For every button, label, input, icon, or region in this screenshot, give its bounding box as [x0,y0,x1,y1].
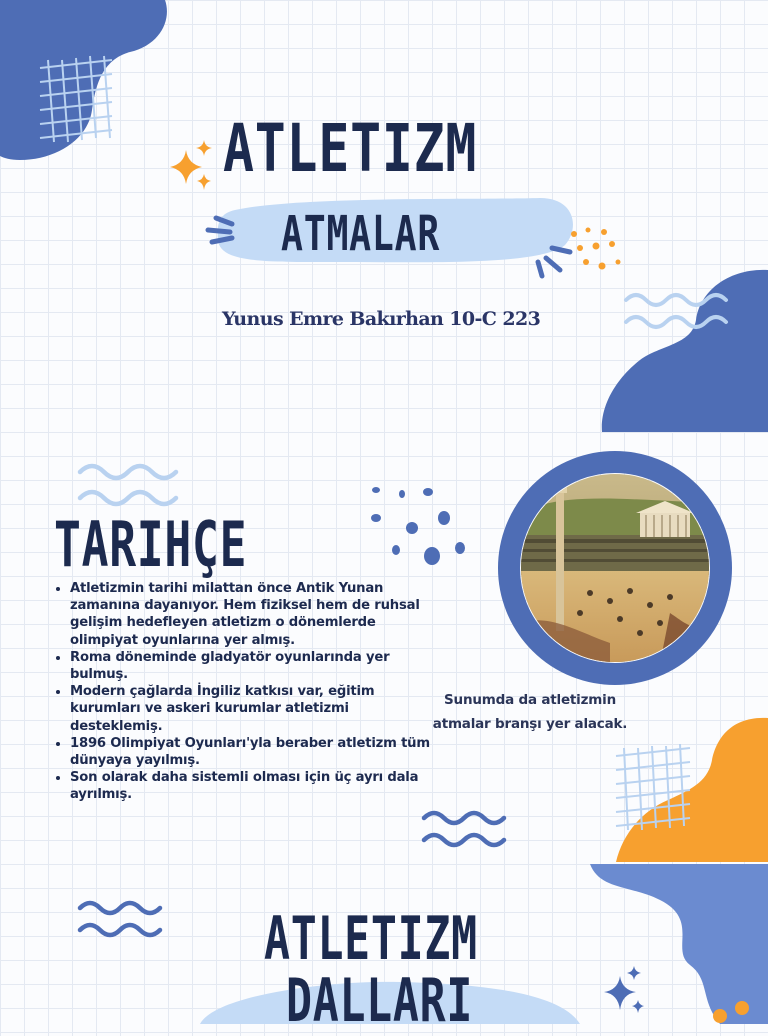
ancient-stadium-image [520,473,710,663]
image-caption [420,688,640,736]
list-item: • Roma döneminde gladyatör oyunlarında yer bulmuş. [70,649,430,683]
list-item: • Son olarak daha sistemli olması için üç ayrı dala ayrılmış. [70,769,430,803]
list-item: • Atletizmin tarihi milattan önce Antik Yunan zamanına dayanıyor. Hem fiziksel hem de ruhsal gelişim hedefleyen atletizm o dönemlerde olimpiyat oyunlarına yer almış. [70,580,430,649]
dots-icon [371,487,465,565]
branches-title-line2: DALLARI [286,966,474,1036]
bottom-right-blob [590,864,768,1024]
cover-subtitle: ATMALAR [281,206,441,262]
cover-title: ATLETIZM [223,110,478,187]
burst-icon [208,218,232,242]
top-left-blob [0,0,167,160]
history-list [56,580,430,804]
sparkle-icon [170,140,212,190]
right-blob [602,270,768,432]
caption-line: Sunumda da atletizmin [444,692,616,708]
caption-line: atmalar branşı yer alacak. [432,716,628,732]
history-heading: TARIHÇE [54,508,248,581]
author-name: Yunus Emre Bakırhan 10-C 223 [222,308,541,330]
wave-icon [424,813,504,845]
branches-title-line1: ATLETIZM [264,904,478,974]
list-item: • Modern çağlarda İngiliz katkısı var, eğitim kurumları ve askeri kurumlar atletizmi desteklemiş. [70,683,430,735]
list-item: • 1896 Olimpiyat Oyunları'yla beraber atletizm tüm dünyaya yayılmış. [70,735,430,769]
sparkle-icon [604,966,644,1013]
wave-icon [80,903,160,935]
dots-icon-orange [571,228,621,270]
orange-blob [616,718,768,862]
wave-icon [80,466,176,504]
